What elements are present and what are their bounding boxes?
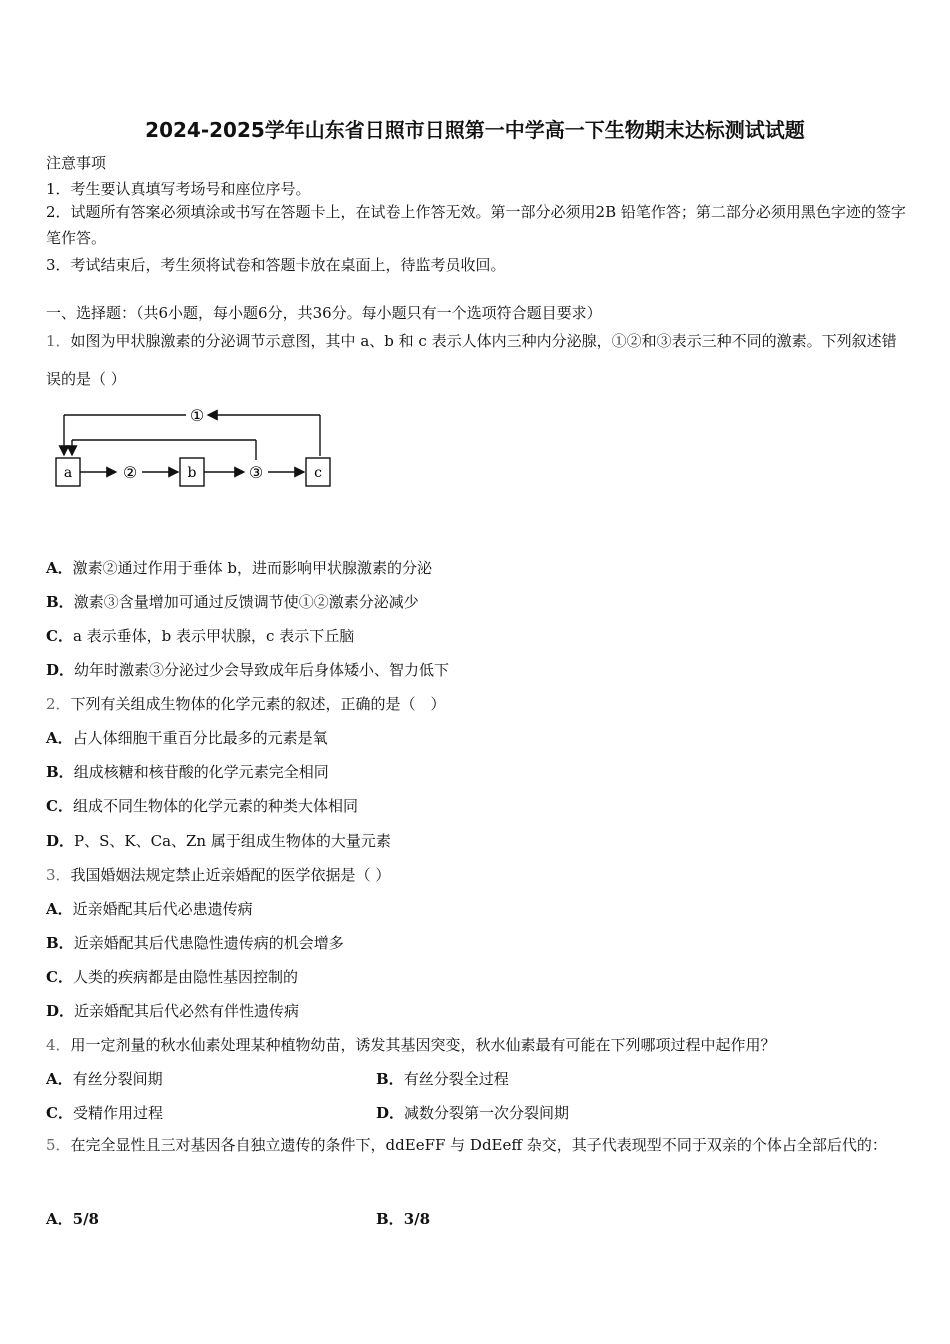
question-4: 4．用一定剂量的秋水仙素处理某种植物幼苗，诱发其基因突变，秋水仙素最有可能在下列哪项过程中起作用？ xyxy=(46,1036,776,1054)
page-title: 2024-2025学年山东省日照市日照第一中学高一下生物期末达标测试试题 xyxy=(145,118,805,142)
question-5: 5．在完全显性且三对基因各自独立遗传的条件下，ddEeFF 与 DdEeff 杂交，其子代表现型不同于双亲的个体占全部后代的： xyxy=(46,1136,887,1154)
notice-item-3: 3．考试结束后，考生须将试卷和答题卡放在桌面上，待监考员收回。 xyxy=(46,256,506,274)
option-4b: B．有丝分裂全过程 xyxy=(376,1070,509,1088)
option-1b: B．激素③含量增加可通过反馈调节使①②激素分泌减少 xyxy=(46,593,419,611)
question-stem: 如图为甲状腺激素的分泌调节示意图，其中 a、b 和 c 表示人体内三种内分泌腺，①②和③表示三种不同的激素。下列叙述错误的是（ ） xyxy=(46,332,897,388)
option-5b: B．3/8 xyxy=(376,1210,431,1228)
option-2d: D．P、S、K、Ca、Zn 属于组成生物体的大量元素 xyxy=(46,832,391,850)
option-4a: A．有丝分裂间期 xyxy=(46,1070,163,1088)
option-4d: D．减数分裂第一次分裂间期 xyxy=(376,1104,570,1122)
option-4c: C．受精作用过程 xyxy=(46,1104,163,1122)
option-1d: D．幼年时激素③分泌过少会导致成年后身体矮小、智力低下 xyxy=(46,661,450,679)
gland-label-b: b xyxy=(187,465,197,481)
option-3d: D．近亲婚配其后代必然有伴性遗传病 xyxy=(46,1002,300,1020)
question-3: 3．我国婚姻法规定禁止近亲婚配的医学依据是（ ） xyxy=(46,866,391,884)
notice-item-1: 1．考生要认真填写考场号和座位序号。 xyxy=(46,180,311,198)
option-2b: B．组成核糖和核苷酸的化学元素完全相同 xyxy=(46,763,329,781)
gland-label-a: a xyxy=(63,465,73,481)
option-3c: C．人类的疾病都是由隐性基因控制的 xyxy=(46,968,298,986)
notice-item-2: 2．试题所有答案必须填涂或书写在答题卡上，在试卷上作答无效。第一部分必须用2B 铅笔作答；第二部分必须用黑色字迹的签字笔作答。 xyxy=(46,203,906,247)
hormone-2-label: ② xyxy=(122,463,138,482)
hormone-1-label: ① xyxy=(189,406,205,425)
question-1 xyxy=(46,322,906,398)
option-1a: A．激素②通过作用于垂体 b，进而影响甲状腺激素的分泌 xyxy=(46,559,433,577)
section-heading: 一、选择题：（共6小题，每小题6分，共36分。每小题只有一个选项符合题目要求） xyxy=(46,304,602,322)
gland-label-c: c xyxy=(314,465,322,481)
notice-heading: 注意事项 xyxy=(46,154,107,172)
option-2c: C．组成不同生物体的化学元素的种类大体相同 xyxy=(46,797,358,815)
hormone-regulation-diagram xyxy=(50,400,340,492)
option-3b: B．近亲婚配其后代患隐性遗传病的机会增多 xyxy=(46,934,344,952)
hormone-3-label: ③ xyxy=(248,463,264,482)
option-3a: A．近亲婚配其后代必患遗传病 xyxy=(46,900,253,918)
question-2: 2．下列有关组成生物体的化学元素的叙述，正确的是（ ） xyxy=(46,695,446,713)
option-1c: C．a 表示垂体，b 表示甲状腺，c 表示下丘脑 xyxy=(46,627,355,645)
question-number: 1． xyxy=(46,332,71,350)
option-2a: A．占人体细胞干重百分比最多的元素是氧 xyxy=(46,729,328,747)
option-5a: A．5/8 xyxy=(46,1210,99,1228)
